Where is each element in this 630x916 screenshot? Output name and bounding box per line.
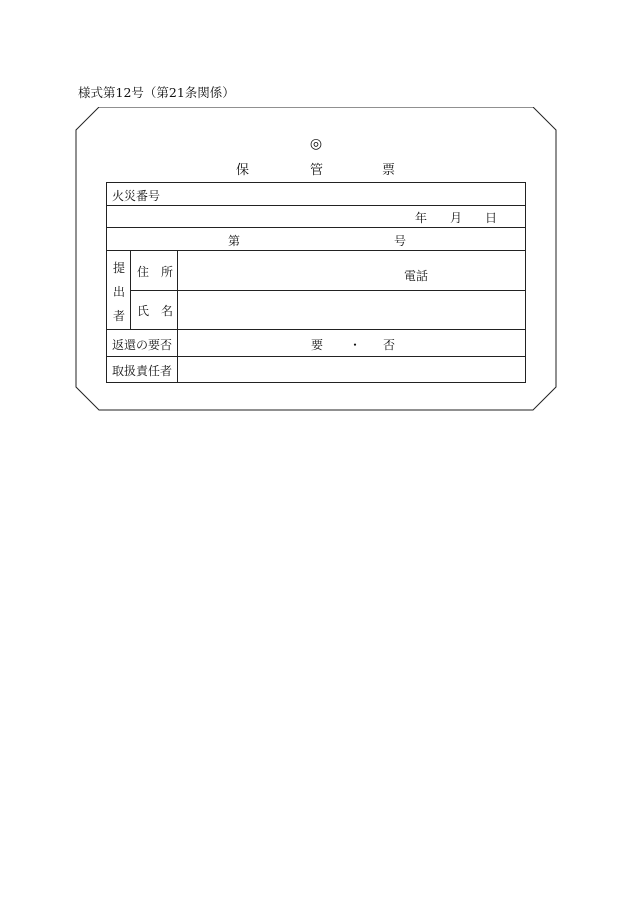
return-yes: 要 [311,338,324,352]
title-char-2: 管 [310,163,324,178]
submitter-char-3: 者 [113,309,126,323]
phone-label: 電話 [404,269,429,283]
officer-divider [177,357,178,382]
submitter-char-1: 提 [113,261,126,275]
address-name-divider [130,290,525,291]
fire-number-row [107,183,525,206]
return-no: 否 [383,338,396,352]
title-char-3: 票 [382,163,396,178]
number-row [107,228,525,251]
return-divider [177,330,178,356]
return-row [107,330,525,357]
date-year: 年 [415,211,428,225]
date-day: 日 [485,211,498,225]
number-prefix: 第 [228,234,241,248]
tag-title [75,159,557,177]
date-month: 月 [450,211,463,225]
fire-number-label: 火災番号 [112,189,161,203]
form-reference: 様式第12号（第21条関係） [78,85,235,100]
date-row [107,206,525,228]
tag-table [106,182,526,383]
officer-label: 取扱責任者 [112,364,173,378]
title-char-1: 保 [236,163,250,178]
return-label: 返還の要否 [112,338,173,352]
submitter-block [107,251,525,330]
hole-mark: ◎ [309,136,323,152]
return-separator: ・ [349,338,362,352]
officer-row [107,357,525,382]
address-label: 住 所 [137,265,174,279]
name-label: 氏 名 [137,304,174,318]
submitter-char-2: 出 [113,285,126,299]
storage-tag [75,107,557,411]
number-suffix: 号 [394,234,407,248]
